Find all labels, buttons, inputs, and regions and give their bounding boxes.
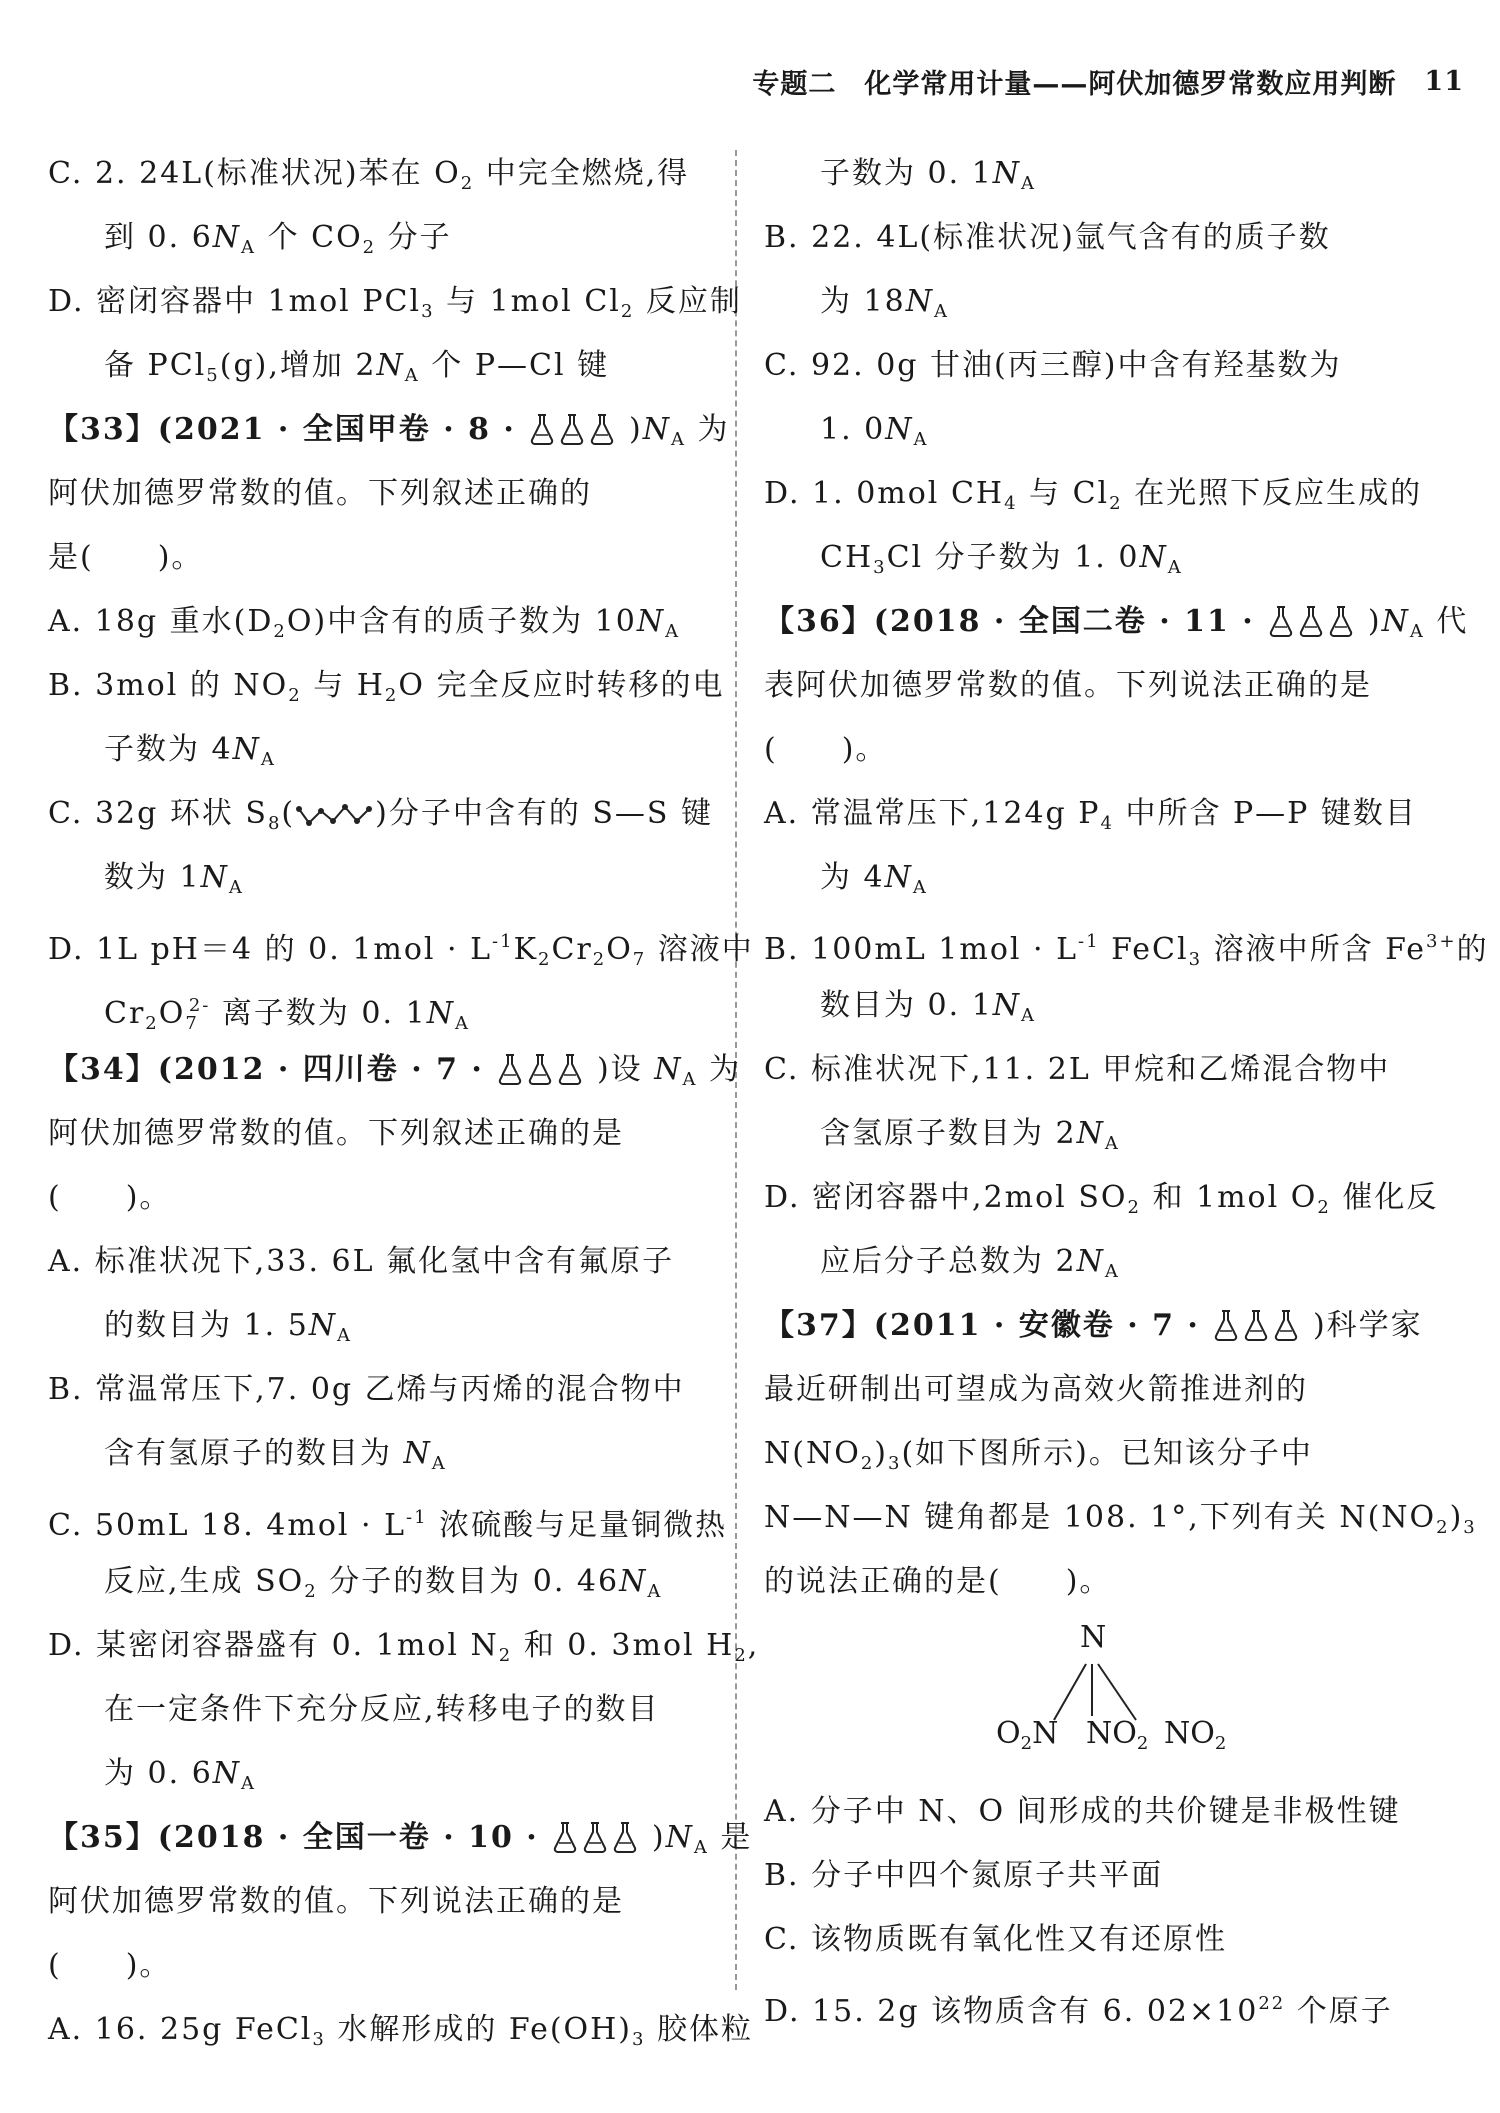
q35-option-d: D. 1. 0mol $CH_4$ 与 $Cl_2$ 在光照下反应生成的 [764,476,1423,514]
q35-option-a: A. 16. 25g FeCl$_3$ 水解形成的 $Fe(OH)_3$ 胶体粒 [48,2012,753,2050]
q33-option-d: D. 1L pH＝4 的 0. $1mol \cdot L^{-1}K_2Cr_2O_7$ 溶液中 [48,931,754,970]
flask-icon [1267,605,1295,637]
q37-stem-5: 的说法正确的是( )。 [764,1564,1112,1599]
q35-option-c: C. 92. 0g 甘油(丙三醇)中含有羟基数为 [764,348,1342,383]
q34-header: 【34】(2012 · 四川卷 · 7 · )设 $N_A$ 为 [48,1052,742,1090]
flask-icon [551,1821,579,1853]
q35-header: 【35】(2018 · 全国一卷 · $10 \cdot )N_A$ 是 [48,1820,753,1858]
q36-stem-3: ( )。 [764,732,888,767]
q33-header: 【33】(2021 · 全国甲卷 · $8 \cdot )N_A$ 为 [48,412,730,450]
q32-option-c-cont: 到 0. $6N_A$ 个 $CO_2$ 分子 [104,220,452,258]
q32-option-d-cont: 备 PCl$_5$(g),增加 $2N_A$ 个 P—Cl 键 [104,348,610,386]
q36-header: 【36】(2018 · 全国二卷 · $11 \cdot )N_A$ 代 [764,604,1469,642]
q34-option-d-cont2: 为 0. $6N_A$ [104,1756,257,1794]
flask-icon [528,413,556,445]
flask-icon [1327,605,1355,637]
q37-stem-2: 最近研制出可望成为高效火箭推进剂的 [764,1372,1308,1407]
page-header [752,58,1464,104]
q34-option-c-cont: 反应,生成 $SO_2$ 分子的数目为 0. $46N_A$ [104,1564,663,1602]
q37-option-a: A. 分子中 N、O 间形成的共价键是非极性键 [764,1794,1401,1829]
q37-stem-4: N—N—N 键角都是 108. 1°,下列有关 $N(NO_2)_3$ [764,1500,1477,1538]
flask-icon [556,1053,584,1085]
q34-stem-3: ( )。 [48,1180,172,1215]
flask-icon [1242,1309,1270,1341]
q36-option-c: C. 标准状况下,11. 2L 甲烷和乙烯混合物中 [764,1052,1391,1087]
q36-option-d: D. 密闭容器中,2mol $SO_2$ 和 1mol $O_2$ 催化反 [764,1180,1439,1218]
q37-option-c: C. 该物质既有氧化性又有还原性 [764,1922,1227,1957]
q36-option-b-cont: 数目为 0. $1N_A$ [820,988,1037,1026]
q35-stem-2: 阿伏加德罗常数的值。下列说法正确的是 [48,1884,624,1919]
q34-option-a-cont: 的数目为 1. $5N_A$ [104,1308,353,1346]
q33-option-c-cont: 数为 $1N_A$ [104,860,244,898]
q35-option-d-cont: $CH_3Cl$ 分子数为 1. $0N_A$ [820,540,1183,578]
q35-option-b: B. 22. 4L(标准状况)氩气含有的质子数 [764,220,1331,255]
q36-option-b: B. 100mL $1mol \cdot L^{-1}$ FeCl$_3$ 溶液中所含 $Fe^{3+}$的 [764,931,1489,970]
flask-icon [1272,1309,1300,1341]
q33-stem-3: 是( )。 [48,540,204,575]
q35-option-c-cont: 1. $0N_A$ [820,412,929,450]
page-number: 11 [1424,65,1464,97]
q37-header: 【37】(2011 · 安徽卷 · 7 · )科学家 [764,1308,1423,1343]
q33-option-b: B. 3mol 的 $NO_2$ 与 $H_2O$ 完全反应时转移的电 [48,668,725,706]
q37-option-d: D. 15. 2g 该物质含有 6. $02\times 10^{22}$ 个原子 [764,1993,1393,2029]
q35-stem-3: ( )。 [48,1948,172,1983]
q33-option-a: A. 18g 重水$(D_2O)$中含有的质子数为 $10N_A$ [48,604,681,642]
q34-option-c: C. 50mL 18. $4mol \cdot L^{-1}$ 浓硫酸与足量铜微热 [48,1507,728,1543]
q33-option-d-cont: $Cr_2O_7^{2-}$ 离子数为 0. $1N_A$ [104,995,470,1034]
q34-option-b-cont: 含有氢原子的数目为 $N_A$ [104,1436,447,1474]
q36-stem-2: 表阿伏加德罗常数的值。下列说法正确的是 [764,668,1372,703]
q37-stem-3: $N(NO_2)_3$(如下图所示)。已知该分子中 [764,1436,1313,1474]
q33-option-b-cont: 子数为 $4N_A$ [104,732,276,770]
q34-option-b: B. 常温常压下,7. 0g 乙烯与丙烯的混合物中 [48,1372,685,1407]
header-title: 专题二 化学常用计量——阿伏加德罗常数应用判断 [752,68,1397,100]
flask-icon [1297,605,1325,637]
q36-option-d-cont: 应后分子总数为 $2N_A$ [820,1244,1120,1282]
flask-icon [581,1821,609,1853]
q34-stem-2: 阿伏加德罗常数的值。下列叙述正确的是 [48,1116,624,1151]
q36-option-a-cont: 为 $4N_A$ [820,860,928,898]
flask-icon [558,413,586,445]
right-column [764,142,1489,2036]
q33-stem-2: 阿伏加德罗常数的值。下列叙述正确的 [48,476,592,511]
q34-option-d-cont: 在一定条件下充分反应,转移电子的数目 [104,1692,660,1727]
q35-option-b-cont: 为 $18N_A$ [820,284,949,322]
q35-option-a-cont: 子数为 0. $1N_A$ [820,156,1037,194]
central-nitrogen: N [1080,1620,1107,1655]
flask-icon [1212,1309,1240,1341]
o2n-group: $O_2N$ [996,1716,1059,1754]
q32-option-d: D. 密闭容器中 1mol PCl$_3$ 与 1mol $Cl_2$ 反应制 [48,284,742,322]
q32-option-c: C. 2. 24L(标准状况)苯在 $O_2$ 中完全燃烧,得 [48,156,690,194]
flask-icon [588,413,616,445]
n-no2-3-structure-diagram [764,1620,1464,1774]
q34-option-a: A. 标准状况下,33. 6L 氟化氢中含有氟原子 [48,1244,675,1279]
s8-ring-structure-icon [295,799,375,829]
left-column [48,142,760,2062]
q33-option-c: C. 32g 环状 $S_8$( )分子中含有的 S—S 键 [48,796,714,834]
flask-icon [526,1053,554,1085]
q37-option-b: B. 分子中四个氮原子共平面 [764,1858,1164,1893]
q36-option-c-cont: 含氢原子数目为 $2N_A$ [820,1116,1120,1154]
q34-option-d: D. 某密闭容器盛有 0. 1mol $N_2$ 和 0. 3mol $H_2$, [48,1628,760,1666]
flask-icon [496,1053,524,1085]
no2-group: $NO_2$ [1164,1716,1227,1754]
flask-icon [611,1821,639,1853]
no2-group: $NO_2$ [1086,1716,1149,1754]
q36-option-a: A. 常温常压下,124g $P_4$ 中所含 P—P 键数目 [764,796,1417,834]
